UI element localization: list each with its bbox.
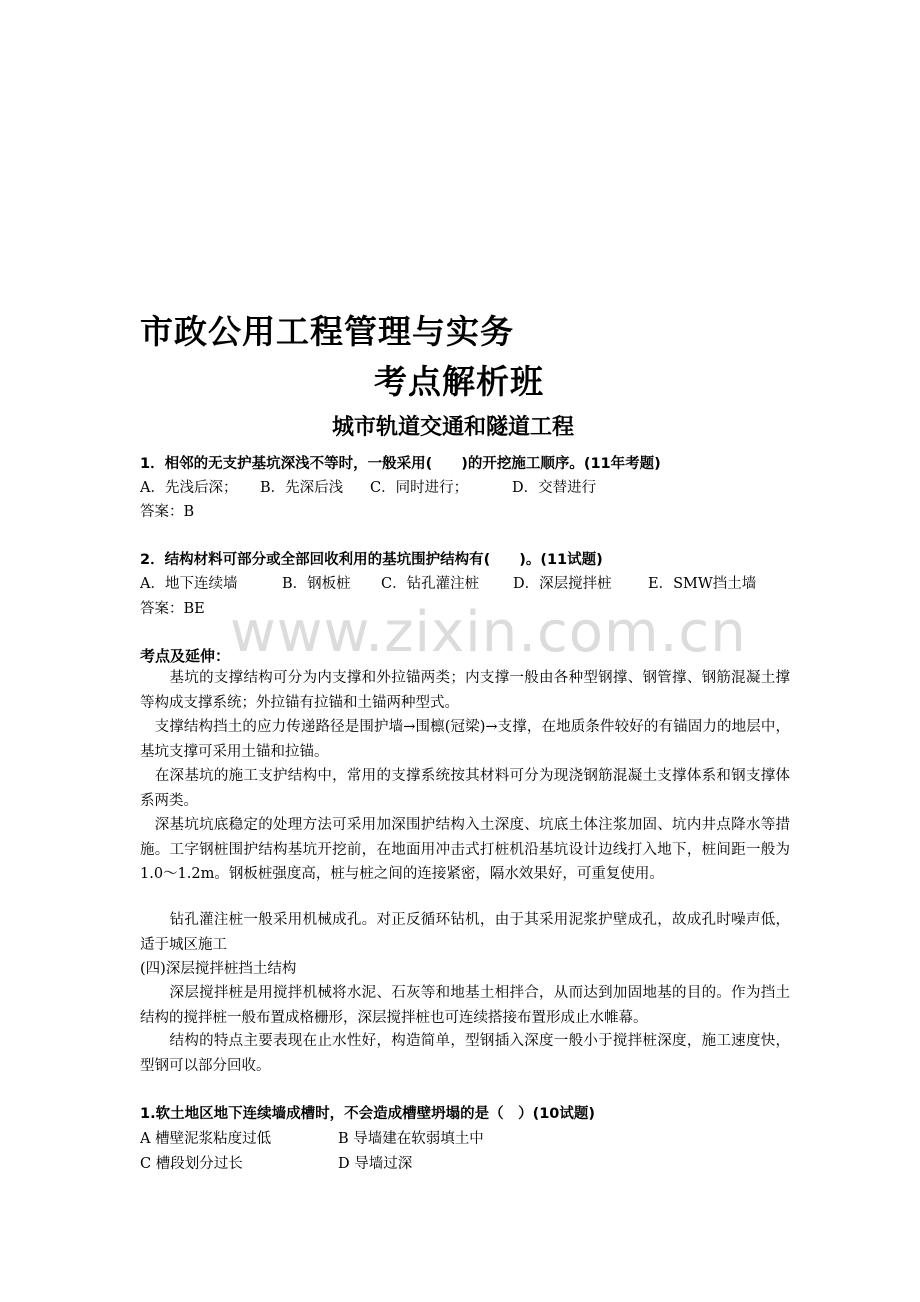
question-1: 1．相邻的无支护基坑深浅不等时，一般采用( )的开挖施工顺序。(11年考题) <box>140 456 661 472</box>
document-title: 市政公用工程管理与实务 <box>140 312 514 351</box>
q1-option-c: C．同时进行； <box>370 480 469 496</box>
q1-answer: 答案：B <box>140 504 195 520</box>
extension-paragraph-5: 钻孔灌注桩一般采用机械成孔。对正反循环钻机，由于其采用泥浆护壁成孔，故成孔时噪声低，适于城区施工 <box>140 912 790 953</box>
q2-answer: 答案：BE <box>140 601 205 617</box>
extension-paragraph-8: 结构的特点主要表现在止水性好，构造简单，型钢插入深度一般小于搅拌桩深度，施工速度快，型钢可以部分回收。 <box>140 1033 790 1074</box>
extension-paragraph-4: 深基坑坑底稳定的处理方法可采用加深围护结构入土深度、坑底土体注浆加固、坑内井点降水等措施。工字钢桩围护结构基坑开挖前，在地面用冲击式打桩机沿基坑设计边线打入地下，桩间距一般为1.0～1.2m。钢板桩强度高，桩与桩之间的连接紧密，隔水效果好，可重复使用。 <box>140 817 790 882</box>
q3-option-b: B 导墙建在软弱填土中 <box>338 1131 484 1147</box>
q2-option-c: C．钻孔灌注桩 <box>381 576 480 592</box>
extension-heading: 考点及延伸： <box>140 647 231 665</box>
q1-option-a: A．先浅后深； <box>140 480 238 496</box>
q1-option-d: D．交替进行 <box>512 480 597 496</box>
q3-option-c: C 槽段划分过长 <box>140 1156 243 1172</box>
q3-option-d: D 导墙过深 <box>338 1156 413 1172</box>
q2-option-a: A．地下连续墙 <box>140 576 238 592</box>
chapter-title: 城市轨道交通和隧道工程 <box>332 415 575 440</box>
extension-paragraph-3: 在深基坑的施工支护结构中，常用的支撑系统按其材料可分为现浇钢筋混凝土支撑体系和钢支撑体系两类。 <box>140 768 790 809</box>
extension-paragraph-2: 支撑结构挡土的应力传递路径是围护墙→围檩(冠梁)→支撑，在地质条件较好的有锚固力的地层中，基坑支撑可采用土锚和拉锚。 <box>140 719 790 760</box>
extension-paragraph-7: 深层搅拌桩是用搅拌机械将水泥、石灰等和地基土相拌合，从而达到加固地基的目的。作为挡土结构的搅拌桩一般布置成格栅形，深层搅拌桩也可连续搭接布置形成止水帷幕。 <box>140 985 790 1026</box>
question-2: 2．结构材料可部分或全部回收利用的基坑围护结构有( )。(11试题) <box>140 552 603 568</box>
q2-option-b: B．钢板桩 <box>282 576 351 592</box>
watermark-text: www.zixin.com.cn <box>230 600 747 665</box>
q2-option-e: E．SMW挡土墙 <box>648 576 757 592</box>
extension-paragraph-1: 基坑的支撑结构可分为内支撑和外拉锚两类；内支撑一般由各种型钢撑、钢管撑、钢筋混凝土撑等构成支撑系统；外拉锚有拉锚和土锚两种型式。 <box>140 670 790 711</box>
q3-option-a: A 槽壁泥浆粘度过低 <box>140 1131 272 1147</box>
question-3: 1.软土地区地下连续墙成槽时，不会造成槽壁坍塌的是（ ）(10试题) <box>140 1106 596 1122</box>
q1-option-b: B．先深后浅 <box>260 480 344 496</box>
q2-option-d: D．深层搅拌桩 <box>513 576 612 592</box>
extension-paragraph-6: (四)深层搅拌桩挡土结构 <box>140 961 297 977</box>
document-subtitle: 考点解析班 <box>374 362 544 401</box>
